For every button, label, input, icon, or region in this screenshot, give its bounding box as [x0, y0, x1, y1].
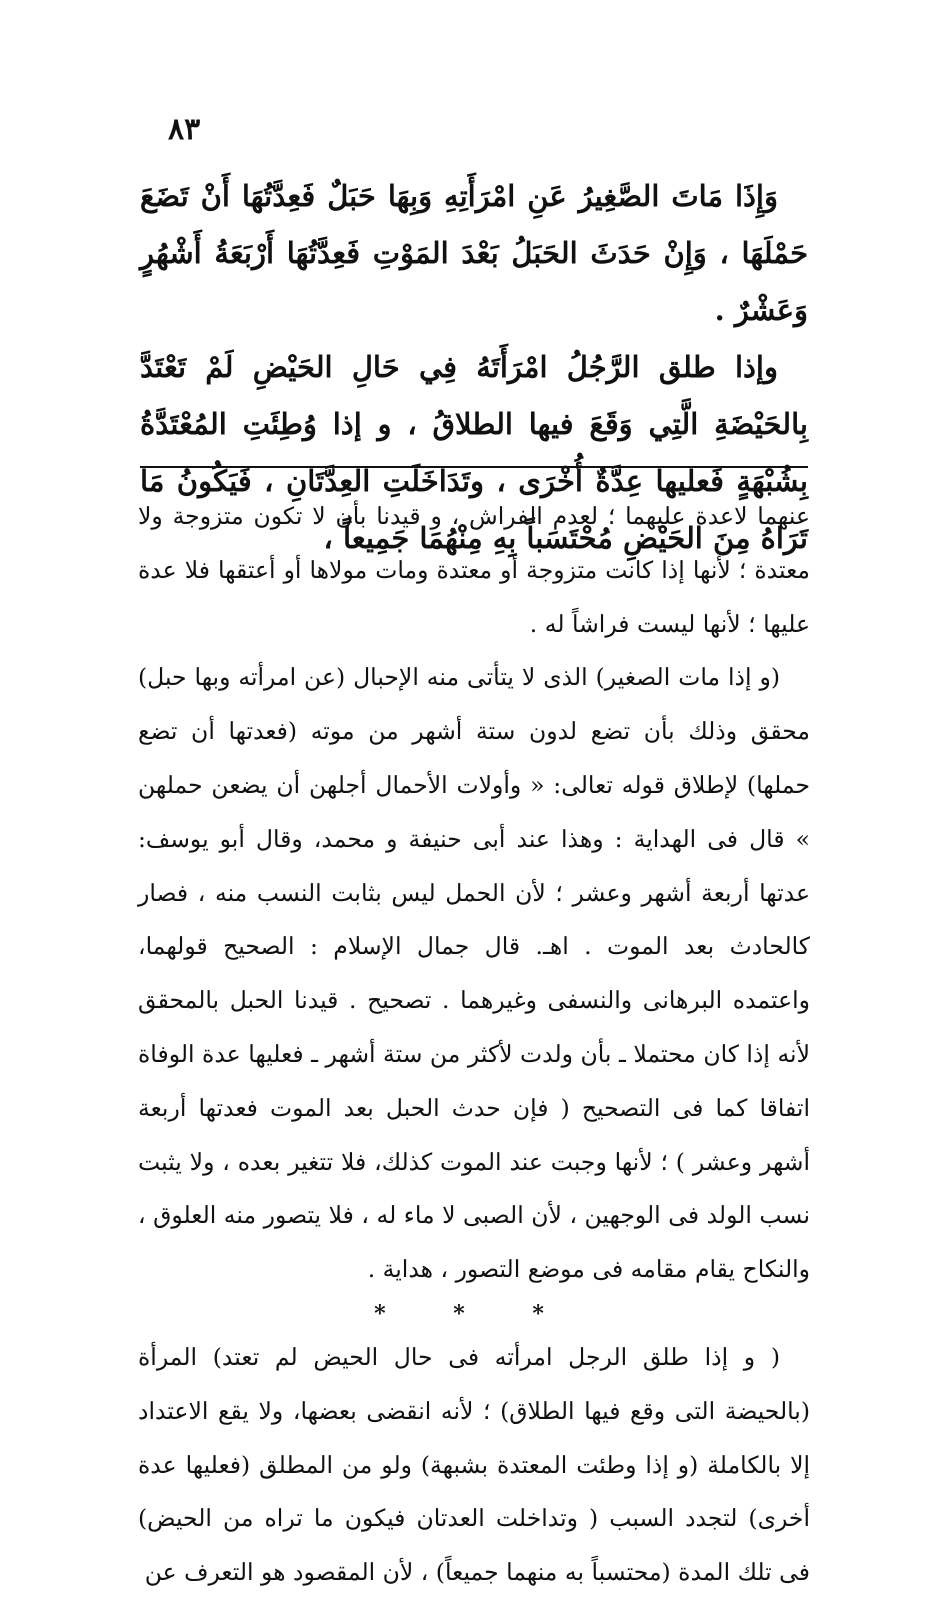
commentary-paragraph: (و إذا مات الصغير) الذى لا يتأتى منه الإحبال (عن امرأته وبها حبل) محقق وذلك بأن تضع لدون ستة أشهر من موته (فعدتها أن تضع حملها) لإطلاق قوله تعالى: « وأولات الأحمال أجلهن أن يضعن حملهن » قال فى الهداية : وهذا عند أبى حنيفة و محمد، وقال أبو يوسف: عدتها أربعة أشهر وعشر ؛ لأن الحمل ليس بثابت النسب منه ، فصار كالحادث بعد الموت . اهـ. قال جمال الإسلام : الصحيح قولهما، واعتمده البرهانى والنسفى وغيرهما . تصحيح . قيدنا الحبل بالمحقق لأنه إذا كان محتملا ـ بأن ولدت لأكثر من ستة أشهر ـ فعليها عدة الوفاة اتفاقا كما فى التصحيح ( فإن حدث الحبل بعد الموت فعدتها أربعة أشهر وعشر ) ؛ لأنها وجبت عند الموت كذلك، فلا تتغير بعده ، ولا يثبت نسب الولد فى الوجهين ، لأن الصبى لا ماء له ، فلا يتصور منه العلوق ، والنكاح يقام مقامه فى موضع التصور ، هداية .	[138, 663, 810, 1284]
section-divider-stars: * * *	[374, 1300, 574, 1327]
main-text-paragraph: وإذا طلق الرَّجُلُ امْرَأَتَهُ فِي حَالِ الحَيْضِ لَمْ تَعْتَدَّ بِالحَيْضَةِ الَّتِي وَقَعَ فيها الطلاقُ ، و إذا وُطِئَتِ المُعْتَدَّةُ بِشُبْهَةٍ فَعليها عِدَّةٌ أُخْرَى ، وتَدَاخَلَتِ العِدَّتَانِ ، فَيَكُونُ مَا تَرَاهُ مِنَ الحَيْضِ مُحْتَسَباً بِهِ مِنْهُمَا جَمِيعاً ،	[140, 350, 808, 555]
commentary-paragraph: ( و إذا طلق الرجل امرأته فى حال الحيض لم تعتد) المرأة (بالحيضة التى وقع فيها الطلاق) ؛ لأنه انقضى بعضها، ولا يقع الاعتداد إلا بالكاملة (و إذا وطئت المعتدة بشبهة) ولو من المطلق (فعليها عدة أخرى) لتجدد السبب ( وتداخلت العدتان فيكون ما تراه من الحيض) فى تلك المدة (محتسباً به منهما جميعاً) ، لأن المقصود هو التعرف عن	[138, 1342, 810, 1587]
footnote-separator	[140, 466, 808, 468]
page-number: ٨٣	[168, 112, 201, 147]
commentary-paragraph: عنهما لاعدة عليهما ؛ لعدم الفراش ، و قيدنا بأن لا تكون متزوجة ولا معتدة ؛ لأنها إذا كانت متزوجة أو معتدة ومات مولاها أو أعتقها فلا عدة عليها ؛ لأنها ليست فراشاً له .	[138, 502, 810, 638]
main-text-paragraph: وَإِذَا مَاتَ الصَّغِيرُ عَنِ امْرَأَتِهِ وَبِهَا حَبَلٌ فَعِدَّتُهَا أَنْ تَضَعَ حَمْلَهَا ، وَإِنْ حَدَثَ الحَبَلُ بَعْدَ المَوْتِ فَعِدَّتُهَا أَرْبَعَةُ أَشْهُرٍ وَعَشْرٌ .	[140, 179, 808, 327]
commentary-text	[138, 490, 810, 1600]
